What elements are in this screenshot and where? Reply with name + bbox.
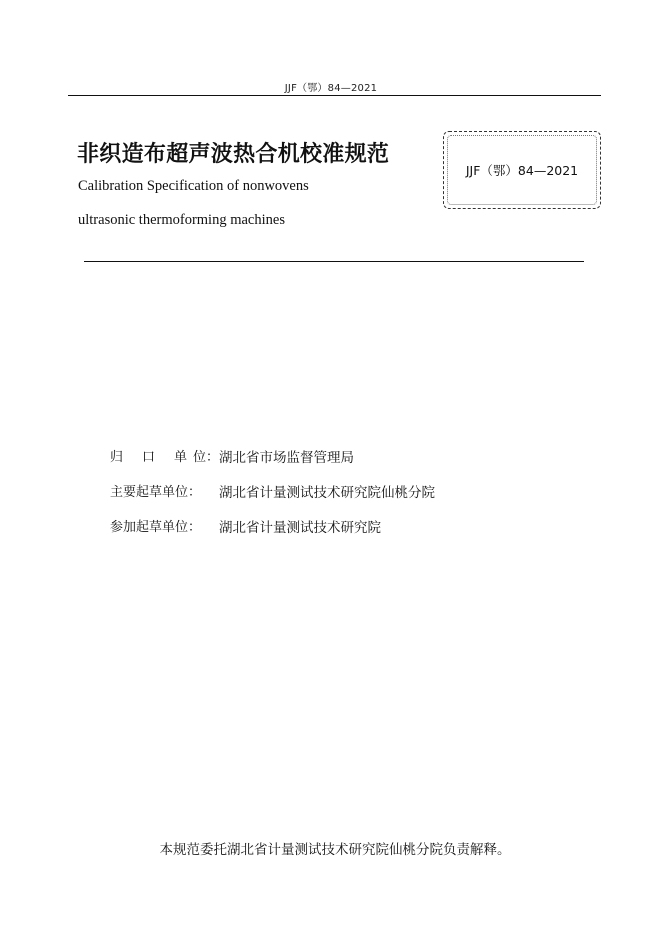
unit-label-participating-drafter: 参加起草单位： xyxy=(110,520,202,535)
standard-code: JJF（鄂）84—2021 xyxy=(465,163,579,178)
unit-label-main-drafter: 主要起草单位： xyxy=(110,485,202,500)
unit-label-char: 位： xyxy=(193,450,220,465)
title-divider xyxy=(84,261,584,262)
unit-row-responsible xyxy=(110,438,435,473)
unit-value-responsible: 湖北省市场监督管理局 xyxy=(219,449,354,466)
unit-row-participating-drafter xyxy=(110,508,435,543)
interpretation-note: 本规范委托湖北省计量测试技术研究院仙桃分院负责解释。 xyxy=(159,842,511,858)
unit-label-char: 口 xyxy=(142,450,156,465)
drafting-units xyxy=(110,438,435,543)
unit-row-main-drafter xyxy=(110,473,435,508)
document-title-en-line2: ultrasonic thermoforming machines xyxy=(78,212,285,228)
standard-code-box xyxy=(443,131,601,209)
document-title-en-line1: Calibration Specification of nonwovens xyxy=(78,178,309,194)
unit-label-char: 单 xyxy=(174,450,188,465)
document-title-cn: 非织造布超声波热合机校准规范 xyxy=(77,142,390,167)
header-rule xyxy=(68,95,601,96)
unit-value-participating-drafter: 湖北省计量测试技术研究院 xyxy=(219,519,381,536)
unit-value-main-drafter: 湖北省计量测试技术研究院仙桃分院 xyxy=(219,484,435,501)
unit-label-char: 归 xyxy=(110,450,124,465)
running-header-code: JJF（鄂）84—2021 xyxy=(284,83,378,94)
unit-label-responsible xyxy=(110,446,219,465)
